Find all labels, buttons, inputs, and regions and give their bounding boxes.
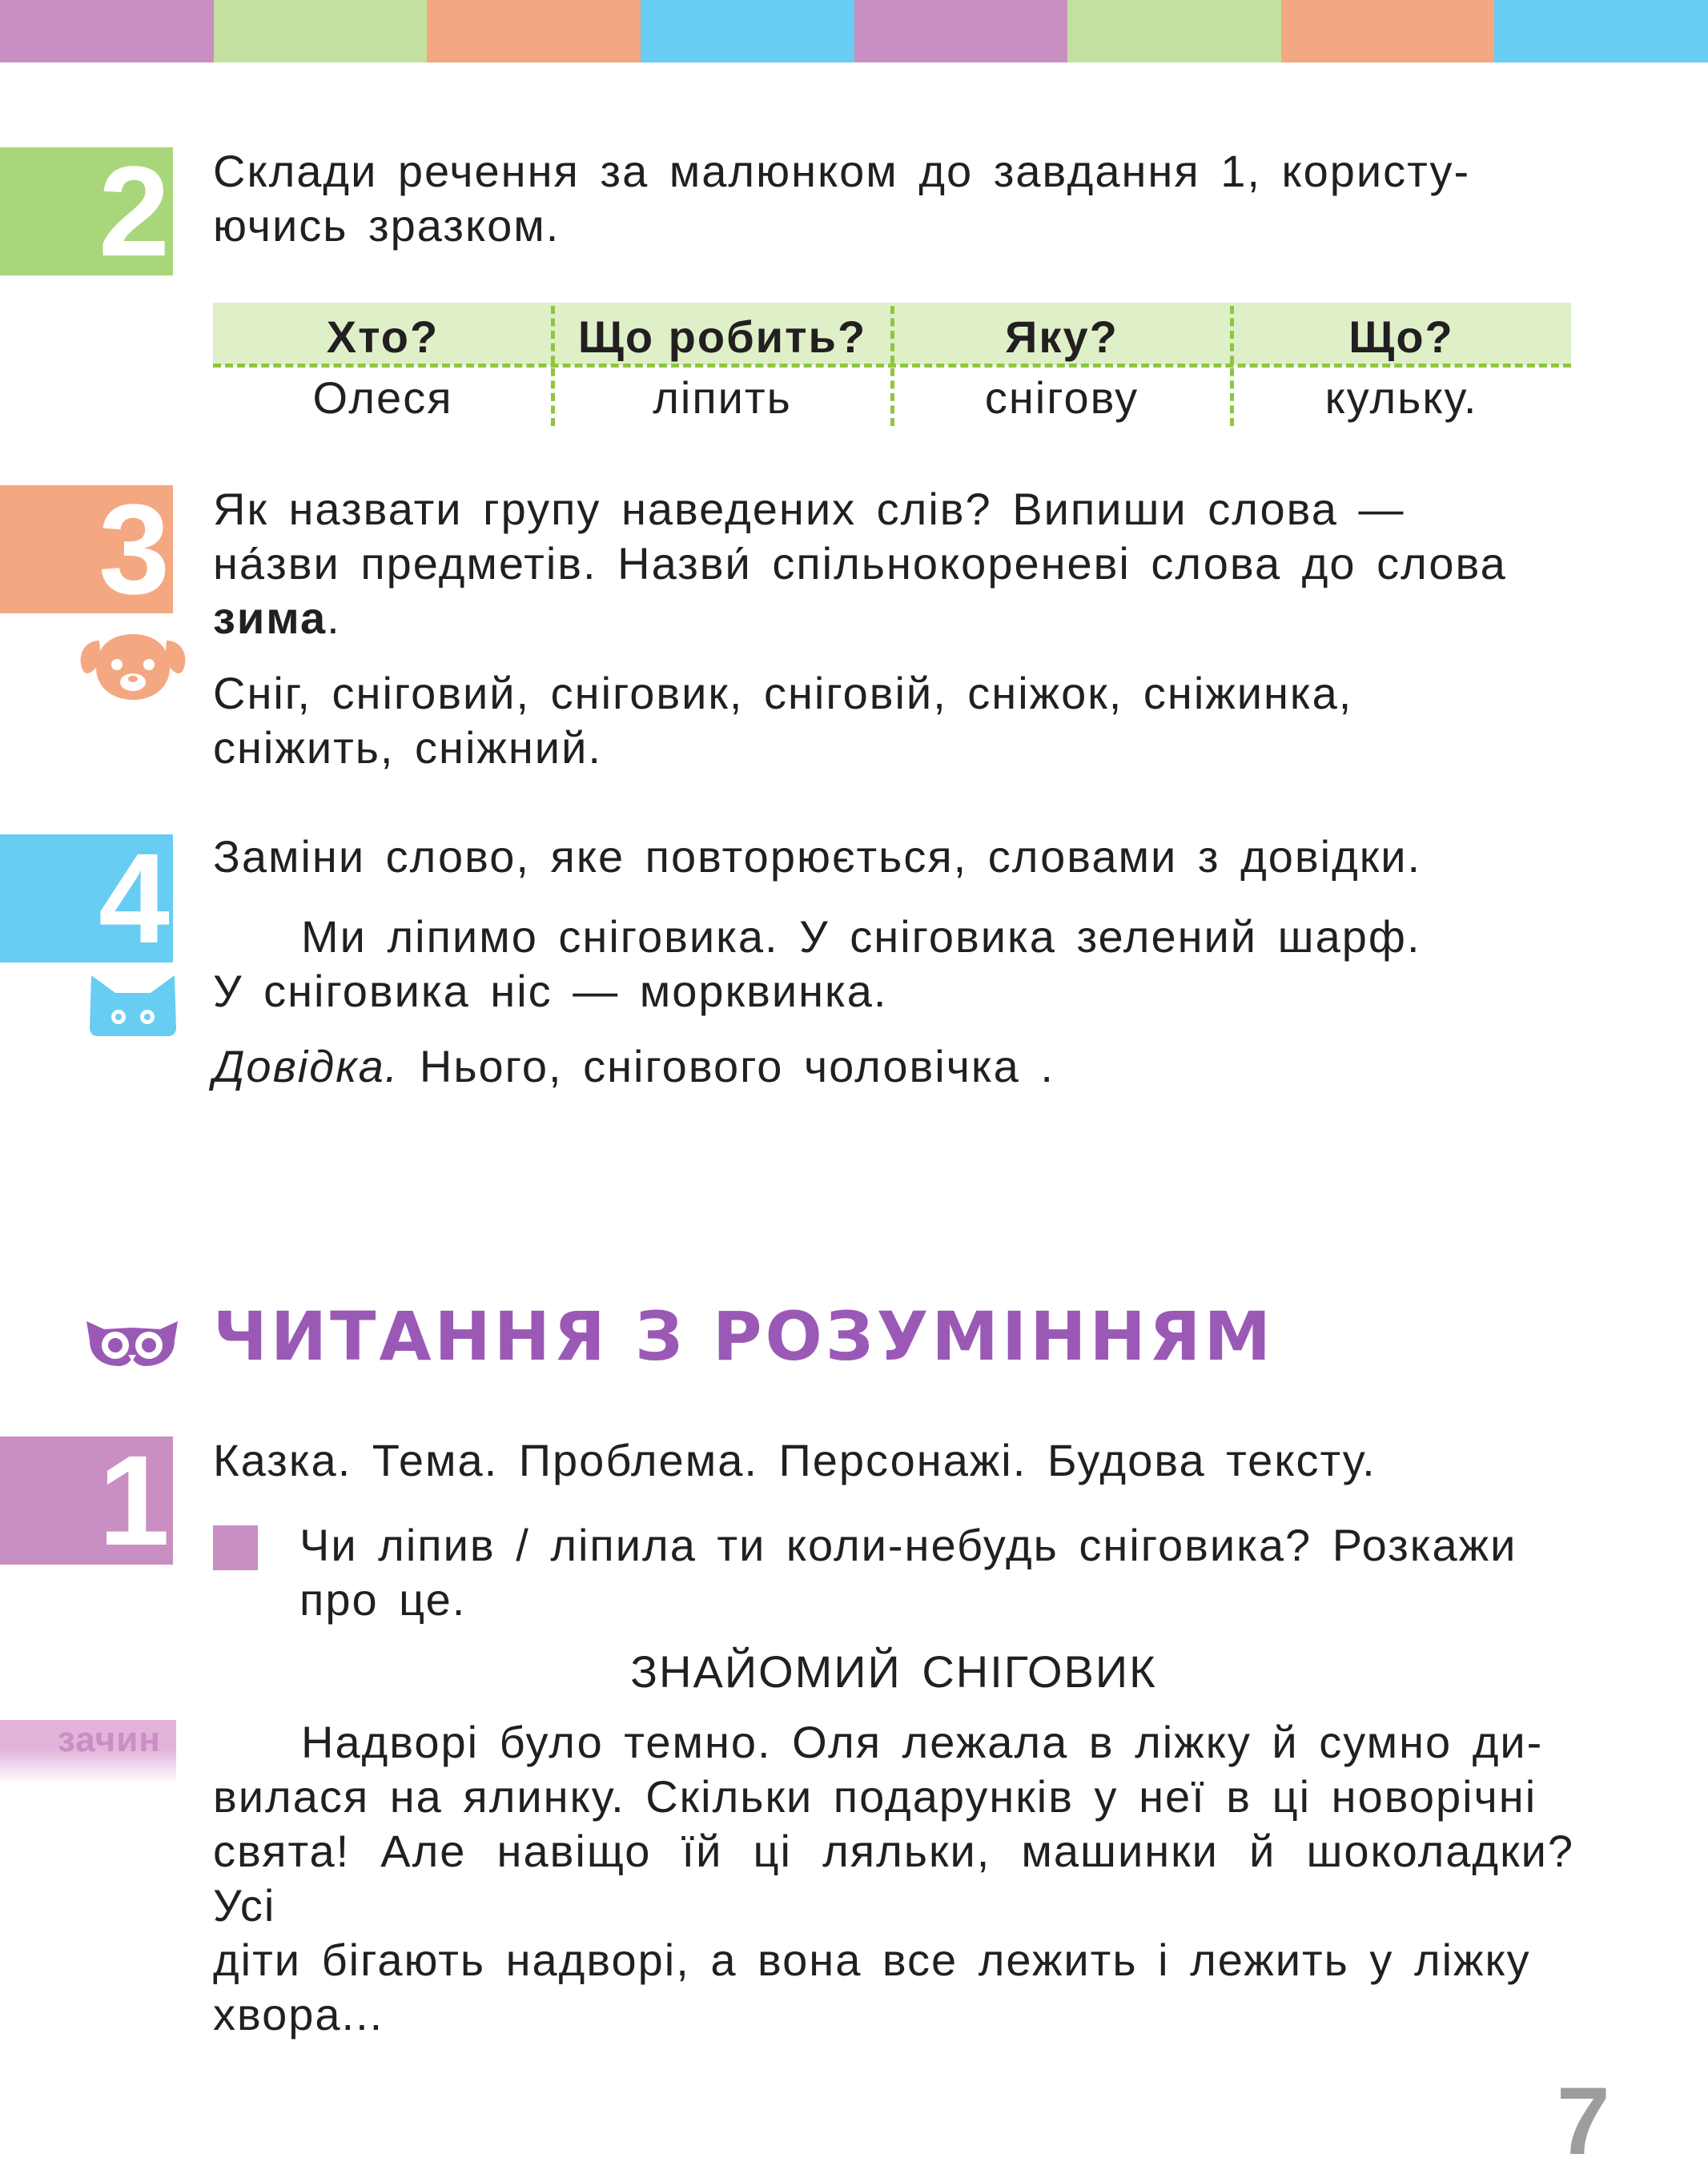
stripe-segment bbox=[1494, 0, 1708, 62]
sample-value-what: кульку. bbox=[1324, 372, 1478, 423]
top-color-stripe bbox=[0, 0, 1708, 62]
question-marker-square bbox=[213, 1525, 258, 1570]
story-part-label-text: зачин bbox=[58, 1720, 161, 1759]
sample-header-who: Хто? bbox=[326, 311, 440, 362]
stripe-segment bbox=[427, 0, 641, 62]
section-title: ЧИТАННЯ З РОЗУМІННЯМ bbox=[213, 1297, 1275, 1376]
task-3-instruction bbox=[213, 482, 1574, 645]
task-4-hint-text: Нього, снігового чоловічка . bbox=[399, 1041, 1055, 1091]
task-4-passage-line-1: Ми ліпимо сніговика. У сніговика зелений шарф. bbox=[301, 911, 1421, 962]
task-1-number-badge: 1 bbox=[0, 1437, 173, 1565]
sample-header-what: Що? bbox=[1348, 311, 1454, 362]
stripe-segment bbox=[214, 0, 428, 62]
sample-header-which: Яку? bbox=[1005, 311, 1119, 362]
task-3-number-badge: 3 bbox=[0, 485, 173, 613]
story-text: Надворі було темно. Оля лежала в ліжку й сумно ди- вилася на ялинку. Скільки подарунків у неї в ці новорічні свята! Але навіщо їй ці ляльки, машинки й шоколадки? Усі діти бігають надворі, а вона все лежить і лежить у ліжку хвора... bbox=[213, 1717, 1574, 2039]
sample-value-does: ліпить bbox=[653, 372, 792, 423]
task-2-number-badge: 2 bbox=[0, 147, 173, 275]
task-4-hint bbox=[213, 1039, 1574, 1094]
dog-icon bbox=[77, 625, 189, 705]
task-3-bold-after: . bbox=[327, 593, 341, 643]
task-1-question: Чи ліпив / ліпила ти коли-небудь сніговика? Розкажи про це. bbox=[299, 1520, 1517, 1625]
task-3-text bbox=[213, 482, 1574, 775]
cat-icon bbox=[86, 972, 179, 1036]
stripe-segment bbox=[641, 0, 854, 62]
task-2-text bbox=[213, 144, 1574, 253]
story-title: ЗНАЙОМИЙ СНІГОВИК bbox=[630, 1646, 1157, 1697]
task-4-hint-label: Довідка. bbox=[213, 1041, 400, 1091]
sample-value-who: Олеся bbox=[312, 372, 453, 423]
task-3-word-list: Сніг, сніговий, сніговик, сніговій, сніжок, сніжинка, сніжить, сніжний. bbox=[213, 668, 1353, 773]
stripe-segment bbox=[1281, 0, 1495, 62]
sample-sentence-table bbox=[213, 303, 1571, 431]
stripe-segment bbox=[0, 0, 214, 62]
story-part-label bbox=[0, 1720, 176, 1784]
owl-icon bbox=[80, 1313, 184, 1369]
task-1-topics: Казка. Тема. Проблема. Персонажі. Будова тексту. bbox=[213, 1435, 1376, 1485]
task-4-passage-line-2: У сніговика ніс — морквинка. bbox=[213, 966, 888, 1016]
task-3-bold-word: зима bbox=[213, 593, 328, 643]
task-4-number-badge: 4 bbox=[0, 834, 173, 962]
stripe-segment bbox=[1067, 0, 1281, 62]
task-2-instruction: Склади речення за малюнком до завдання 1, користу- ючись зразком. bbox=[213, 146, 1471, 251]
task-4-text bbox=[213, 830, 1574, 1094]
sample-value-which: снігову bbox=[984, 372, 1139, 423]
stripe-segment bbox=[854, 0, 1068, 62]
page-number: 7 bbox=[1557, 2067, 1610, 2175]
sample-header-does: Що робить? bbox=[577, 311, 867, 362]
task-3-intro: Як назвати групу наведених слів? Випиши слова — на́зви предметів. Назви́ спільнокореневі слова до слова bbox=[213, 484, 1507, 589]
task-4-instruction: Заміни слово, яке повторюється, словами з довідки. bbox=[213, 831, 1422, 882]
